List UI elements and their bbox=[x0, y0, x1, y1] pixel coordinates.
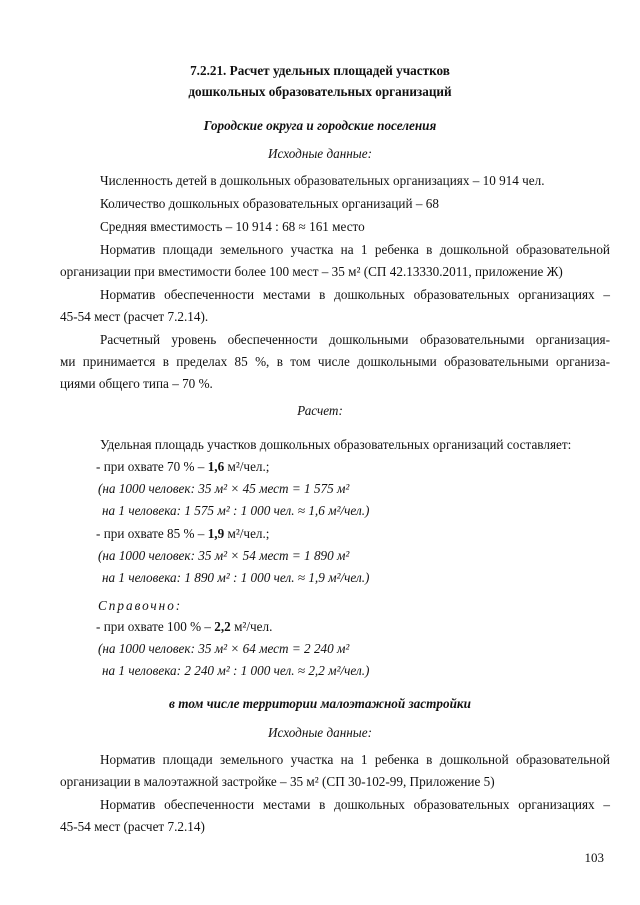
land-norm-line-2: организации при вместимости более 100 мест – 35 м² (СП 42.13330.2011, приложение Ж) bbox=[60, 264, 563, 279]
coverage-paragraph-line-3: циями общего типа – 70 %. bbox=[60, 376, 213, 391]
coverage-100-value: 2,2 bbox=[214, 619, 231, 634]
coverage-100-prefix: - при охвате 100 % – bbox=[96, 619, 215, 634]
coverage-85-line bbox=[96, 525, 269, 543]
coverage-70-unit: м²/чел.; bbox=[224, 459, 270, 474]
calculation-intro: Удельная площадь участков дошкольных образовательных организаций составляет: bbox=[100, 437, 572, 452]
coverage-100-calc-line-1: (на 1000 человек: 35 м² × 64 мест = 2 240 м² bbox=[98, 641, 350, 656]
calculation-heading: Расчет: bbox=[297, 403, 343, 418]
land-norm-line-1: Норматив площади земельного участка на 1 ребенка в дошкольной образовательной bbox=[100, 242, 610, 257]
low-rise-provision-line-2: 45-54 мест (расчет 7.2.14) bbox=[60, 819, 205, 834]
coverage-100-calc-line-2: на 1 человека: 2 240 м² : 1 000 чел. ≈ 2,2 м²/чел.) bbox=[102, 663, 370, 678]
coverage-85-calc-line-1: (на 1000 человек: 35 м² × 54 мест = 1 890 м² bbox=[98, 548, 350, 563]
coverage-70-prefix: - при охвате 70 % – bbox=[96, 459, 208, 474]
input-data-heading: Исходные данные: bbox=[268, 146, 372, 161]
coverage-70-calc-line-1: (на 1000 человек: 35 м² × 45 мест = 1 575 м² bbox=[98, 481, 350, 496]
page-number: 103 bbox=[584, 850, 604, 865]
coverage-85-calc-line-2: на 1 человека: 1 890 м² : 1 000 чел. ≈ 1,9 м²/чел.) bbox=[102, 570, 370, 585]
coverage-85-prefix: - при охвате 85 % – bbox=[96, 526, 208, 541]
coverage-85-unit: м²/чел.; bbox=[224, 526, 270, 541]
subheading-low-rise: в том числе территории малоэтажной застройки bbox=[169, 696, 471, 711]
coverage-paragraph-line-2: ми принимается в пределах 85 %, в том числе дошкольными образовательными организа- bbox=[60, 354, 610, 369]
section-title-line-2: дошкольных образовательных организаций bbox=[188, 84, 452, 99]
coverage-paragraph-line-1: Расчетный уровень обеспеченности дошкольными образовательными организация- bbox=[100, 332, 610, 347]
coverage-70-value: 1,6 bbox=[207, 459, 225, 474]
coverage-100-line bbox=[96, 618, 272, 636]
section-title-line-1: 7.2.21. Расчет удельных площадей участков bbox=[190, 63, 450, 78]
low-rise-land-norm-line-1: Норматив площади земельного участка на 1 ребенка в дошкольной образовательной bbox=[100, 752, 610, 767]
children-count-paragraph: Численность детей в дошкольных образовательных организациях – 10 914 чел. bbox=[100, 173, 545, 188]
low-rise-land-norm-line-2: организации в малоэтажной застройке – 35 м² (СП 30-102-99, Приложение 5) bbox=[60, 774, 495, 789]
provision-norm-line-2: 45-54 мест (расчет 7.2.14). bbox=[60, 309, 209, 324]
coverage-70-calc-line-2: на 1 человека: 1 575 м² : 1 000 чел. ≈ 1,6 м²/чел.) bbox=[102, 503, 370, 518]
provision-norm-line-1: Норматив обеспеченности местами в дошкольных образовательных организациях – bbox=[100, 287, 610, 302]
organizations-count-paragraph: Количество дошкольных образовательных организаций – 68 bbox=[100, 196, 439, 211]
coverage-100-unit: м²/чел. bbox=[230, 619, 273, 634]
coverage-85-value: 1,9 bbox=[207, 526, 225, 541]
subheading-urban: Городские округа и городские поселения bbox=[203, 118, 437, 133]
input-data-heading-low-rise: Исходные данные: bbox=[268, 725, 372, 740]
reference-heading: Справочно: bbox=[98, 598, 183, 613]
low-rise-provision-line-1: Норматив обеспеченности местами в дошкольных образовательных организациях – bbox=[100, 797, 610, 812]
coverage-70-line bbox=[96, 458, 269, 476]
average-capacity-paragraph: Средняя вместимость – 10 914 : 68 ≈ 161 место bbox=[100, 219, 365, 234]
